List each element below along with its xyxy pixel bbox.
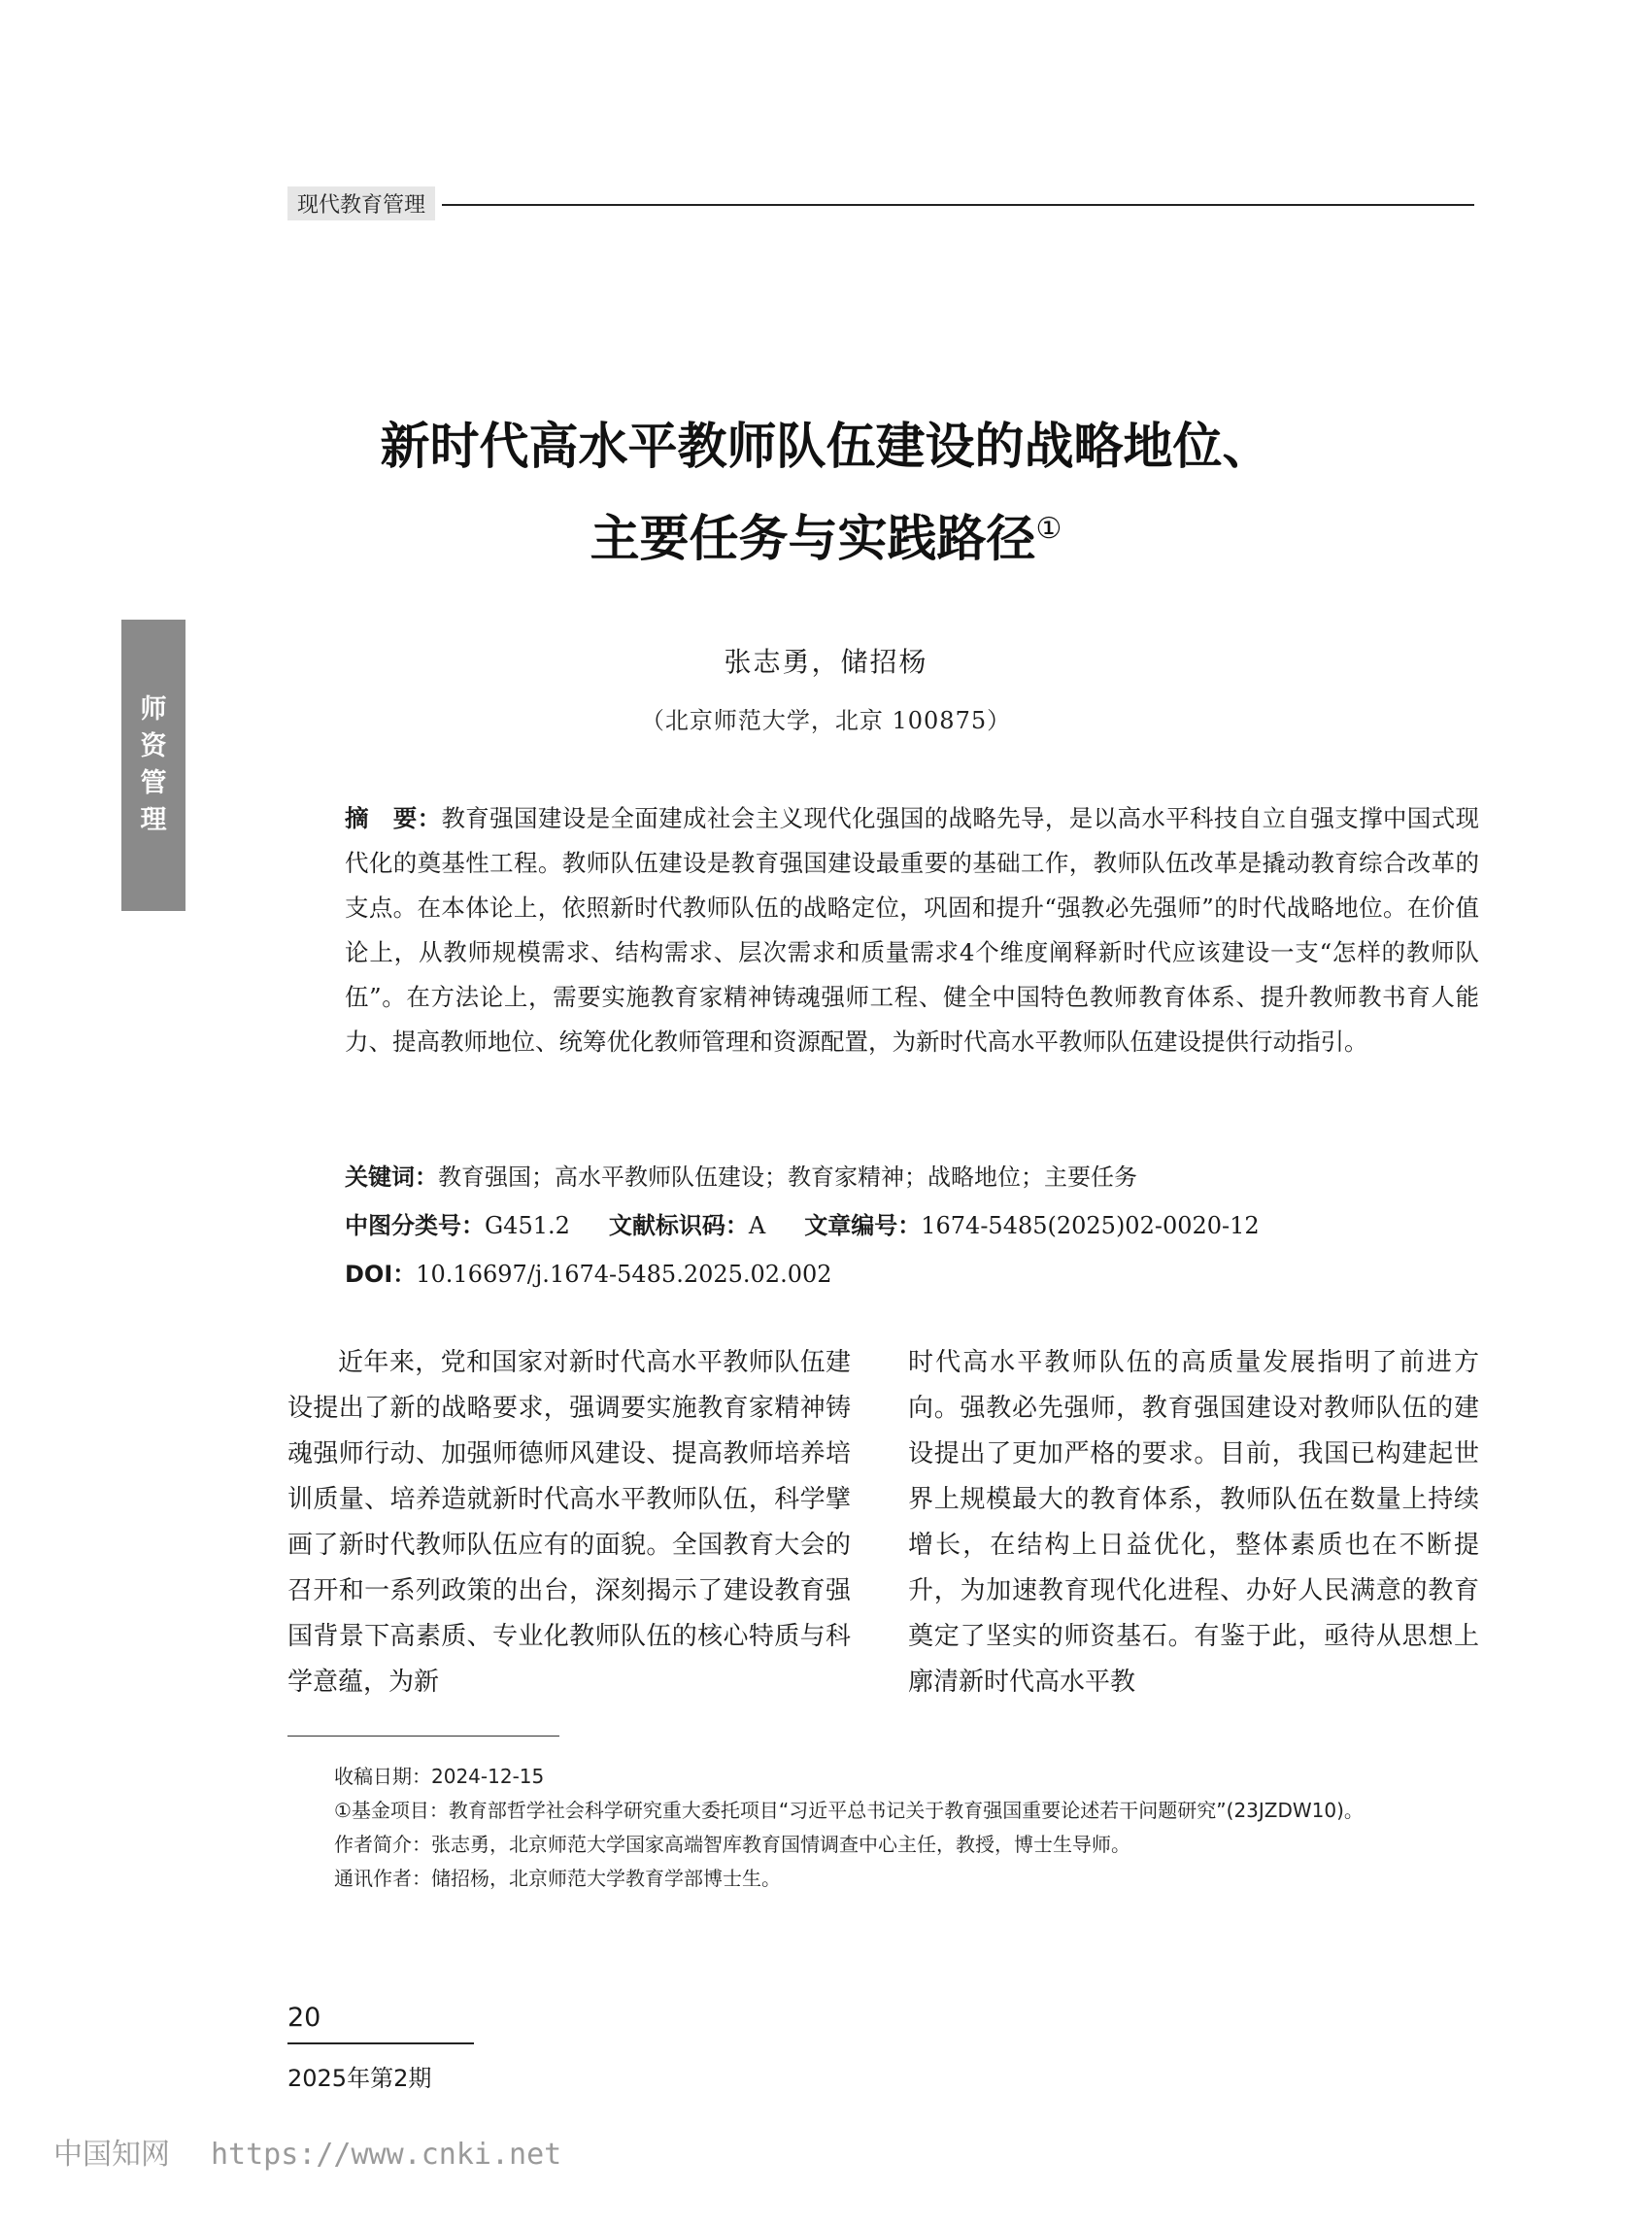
article-title-line-2 <box>0 498 1652 570</box>
cnki-watermark <box>53 2130 561 2173</box>
footnote-received: 收稿日期：2024-12-15 <box>334 1765 545 1788</box>
keywords-text: 教育强国；高水平教师队伍建设；教育家精神；战略地位；主要任务 <box>438 1164 1137 1191</box>
affiliation: （北京师范大学，北京 100875） <box>640 707 1012 734</box>
abstract-label: 摘 要： <box>345 804 442 832</box>
issue-label: 2025年第2期 <box>287 2065 432 2092</box>
page-number: 20 <box>287 2003 321 2033</box>
footnote-fund: ①基金项目：教育部哲学社会科学研究重大委托项目“习近平总书记关于教育强国重要论述若干问题研究”(23JZDW10)。 <box>334 1799 1364 1822</box>
classification-line <box>345 1206 1260 1240</box>
footnote-author-bio: 作者简介：张志勇，北京师范大学国家高端智库教育国情调查中心主任，教授，博士生导师。 <box>334 1833 1130 1856</box>
footer-rule <box>287 2042 474 2044</box>
footnote-rule <box>287 1736 559 1737</box>
abstract <box>345 796 1479 1064</box>
side-tab-char: 理 <box>140 805 167 835</box>
keywords-label: 关键词： <box>345 1164 438 1191</box>
side-tab-char: 师 <box>140 694 167 725</box>
side-tab-char: 资 <box>140 731 167 761</box>
watermark-url: https://www.cnki.net <box>211 2138 562 2172</box>
doc-code-value: A <box>748 1212 766 1239</box>
watermark-site-name: 中国知网 <box>53 2138 170 2172</box>
article-title-text: 主要任务与实践路径 <box>590 511 1036 568</box>
body-column-left: 近年来，党和国家对新时代高水平教师队伍建设提出了新的战略要求，强调要实施教育家精神铸魂强师行动、加强师德师风建设、提高教师培养培训质量、培养造就新时代高水平教师队伍，科学擘画了新时代教师队伍应有的面貌。全国教育大会的召开和一系列政策的出台，深刻揭示了建设教育强国背景下高素质、专业化教师队伍的核心特质与科学意蕴，为新 <box>287 1348 851 1697</box>
article-title-line-1: 新时代高水平教师队伍建设的战略地位、 <box>380 419 1272 476</box>
footnotes <box>287 1760 1479 1896</box>
article-number-label: 文章编号： <box>804 1212 922 1239</box>
clc-label: 中图分类号： <box>345 1212 485 1239</box>
journal-section-label: 现代教育管理 <box>287 186 435 220</box>
doi-label: DOI： <box>345 1261 417 1288</box>
clc-value: G451.2 <box>485 1212 570 1239</box>
keywords <box>345 1158 1137 1192</box>
abstract-text: 教育强国建设是全面建成社会主义现代化强国的战略先导，是以高水平科技自立自强支撑中国式现代化的奠基性工程。教师队伍建设是教育强国建设最重要的基础工作，教师队伍改革是撬动教育综合改革的支点。在本体论上，依照新时代教师队伍的战略定位，巩固和提升“强教必先强师”的时代战略地位。在价值论上，从教师规模需求、结构需求、层次需求和质量需求4个维度阐释新时代应该建设一支“怎样的教师队伍”。在方法论上，需要实施教育家精神铸魂强师工程、健全中国特色教师教育体系、提升教师教书育人能力、提高教师地位、统筹优化教师管理和资源配置，为新时代高水平教师队伍建设提供行动指引。 <box>345 804 1479 1056</box>
footnote-correspondent: 通讯作者：储招杨，北京师范大学教育学部博士生。 <box>334 1867 781 1890</box>
side-tab-char: 管 <box>140 768 167 798</box>
title-footnote-mark: ① <box>1035 512 1062 546</box>
article-number-value: 1674-5485(2025)02-0020-12 <box>921 1212 1260 1239</box>
header-rule <box>442 204 1474 206</box>
doc-code-label: 文献标识码： <box>608 1212 749 1239</box>
body-column-right: 时代高水平教师队伍的高质量发展指明了前进方向。强教必先强师，教育强国建设对教师队伍的建设提出了更加严格的要求。目前，我国已构建起世界上规模最大的教育体系，教师队伍在数量上持续增长，在结构上日益优化，整体素质也在不断提升，为加速教育现代化进程、办好人民满意的教育奠定了坚实的师资基石。有鉴于此，亟待从思想上廓清新时代高水平教 <box>908 1348 1479 1697</box>
doi <box>345 1255 832 1289</box>
doi-value: 10.16697/j.1674-5485.2025.02.002 <box>416 1261 832 1288</box>
authors: 张志勇，储招杨 <box>724 646 928 678</box>
